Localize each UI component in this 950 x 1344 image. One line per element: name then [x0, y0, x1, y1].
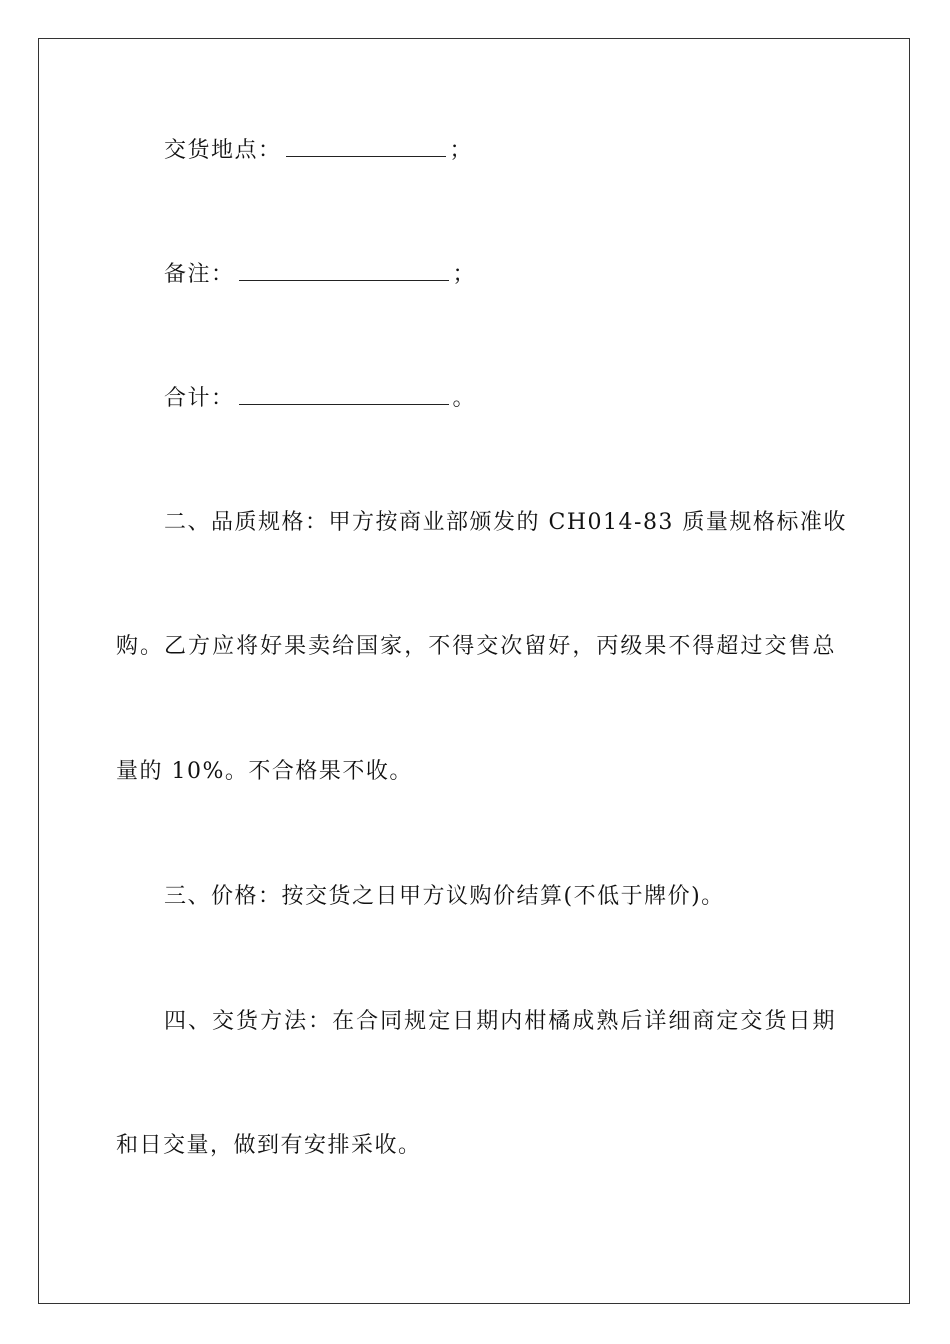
- delivery-method-paragraph-line-1: 四、交货方法：在合同规定日期内柑橘成熟后详细商定交货日期: [164, 1009, 836, 1034]
- delivery-place-label: 交货地点：: [164, 138, 282, 163]
- price-paragraph-line-1: 三、价格：按交货之日甲方议购价结算(不低于牌价)。: [164, 884, 725, 909]
- delivery-method-paragraph-line-2: 和日交量，做到有安排采收。: [116, 1133, 422, 1158]
- remarks-line: [164, 260, 836, 290]
- page-border: [38, 38, 910, 1304]
- total-end: 。: [452, 386, 477, 411]
- delivery-place-line: [164, 136, 836, 166]
- total-line: [164, 384, 836, 414]
- total-label: 合计：: [164, 386, 235, 411]
- total-blank[interactable]: [239, 384, 449, 405]
- remarks-label: 备注：: [164, 262, 235, 287]
- quality-paragraph-line-1: 二、品质规格：甲方按商业部颁发的 CH014-83 质量规格标准收: [164, 510, 847, 535]
- delivery-place-blank[interactable]: [286, 136, 446, 157]
- delivery-place-end: ；: [449, 138, 474, 163]
- remarks-end: ；: [452, 262, 477, 287]
- remarks-blank[interactable]: [239, 260, 449, 281]
- quality-paragraph-line-2: 购。乙方应将好果卖给国家，不得交次留好，丙级果不得超过交售总: [116, 634, 836, 659]
- quality-paragraph-line-3: 量的 10%。不合格果不收。: [116, 759, 413, 784]
